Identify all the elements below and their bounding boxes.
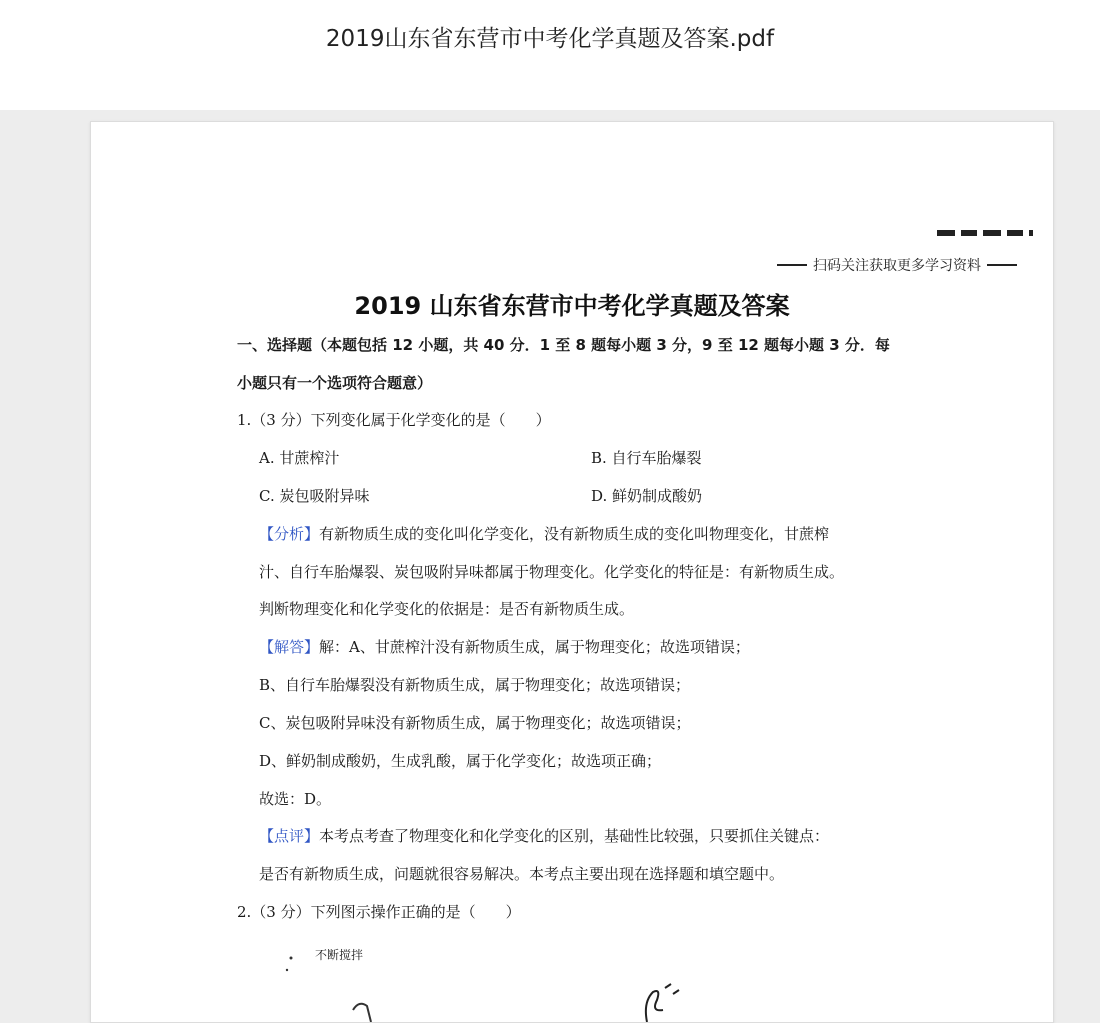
section-heading-line-1: 一、选择题（本题包括 12 小题，共 40 分．1 至 8 题每小题 3 分，9 至 12 题每小题 3 分．每 <box>237 336 890 354</box>
dash-right <box>987 264 1017 266</box>
document-title: 2019 山东省东营市中考化学真题及答案 <box>354 292 790 320</box>
q2-stem: 2.（3 分）下列图示操作正确的是（ ） <box>237 903 521 921</box>
answer-text-1: 解：A、甘蔗榨汁没有新物质生成，属于物理变化；故选项错误； <box>319 638 750 656</box>
title-bar <box>0 0 1100 110</box>
q1-comment-line-1 <box>259 825 829 847</box>
beaker-sketch <box>353 1004 371 1022</box>
q1-answer-line-5: 故选：D。 <box>259 790 332 808</box>
header-note <box>761 254 1023 276</box>
comment-text-1: 本考点考查了物理变化和化学变化的区别，基础性比较强，只要抓住关键点： <box>319 827 830 845</box>
answer-tag: 【解答】 <box>259 638 320 656</box>
q1-answer-line-2: B、自行车胎爆裂没有新物质生成，属于物理变化；故选项错误； <box>259 676 691 694</box>
q1-answer-line-1 <box>259 636 750 658</box>
section-heading-line-2: 小题只有一个选项符合题意） <box>237 374 433 392</box>
analysis-text-1: 有新物质生成的变化叫化学变化，没有新物质生成的变化叫物理变化，甘蔗榨 <box>319 525 830 543</box>
q1-answer-line-4: D、鲜奶制成酸奶，生成乳酸，属于化学变化；故选项正确； <box>259 752 662 770</box>
q1-option-a: A. 甘蔗榨汁 <box>259 449 340 467</box>
q1-option-c: C. 炭包吸附异味 <box>259 487 370 505</box>
dash-left <box>777 264 807 266</box>
q1-analysis-line-1 <box>259 523 829 545</box>
header-note-text: 扫码关注获取更多学习资料 <box>813 258 981 274</box>
q1-option-d: D. 鲜奶制成酸奶 <box>591 487 703 505</box>
q2-figure-label: 不断搅拌 <box>315 948 364 962</box>
sketch-dot <box>290 957 293 960</box>
scan-mark <box>937 230 1033 236</box>
analysis-tag: 【分析】 <box>259 525 320 543</box>
sketch-dot-2 <box>286 969 288 971</box>
q1-analysis-line-2: 汁、自行车胎爆裂、炭包吸附异味都属于物理变化。化学变化的特征是：有新物质生成。 <box>259 563 845 581</box>
q1-stem: 1.（3 分）下列变化属于化学变化的是（ ） <box>237 411 551 429</box>
pdf-page <box>90 121 1054 1023</box>
q1-analysis-line-3: 判断物理变化和化学变化的依据是：是否有新物质生成。 <box>259 600 635 618</box>
q2-figure-sketch <box>91 940 1053 1022</box>
q1-comment-line-2: 是否有新物质生成，问题就很容易解决。本考点主要出现在选择题和填空题中。 <box>259 865 785 883</box>
file-title: 2019山东省东营市中考化学真题及答案.pdf <box>325 26 775 52</box>
comment-tag: 【点评】 <box>259 827 320 845</box>
q1-answer-line-3: C、炭包吸附异味没有新物质生成，属于物理变化；故选项错误； <box>259 714 691 732</box>
q1-option-b: B. 自行车胎爆裂 <box>591 449 702 467</box>
